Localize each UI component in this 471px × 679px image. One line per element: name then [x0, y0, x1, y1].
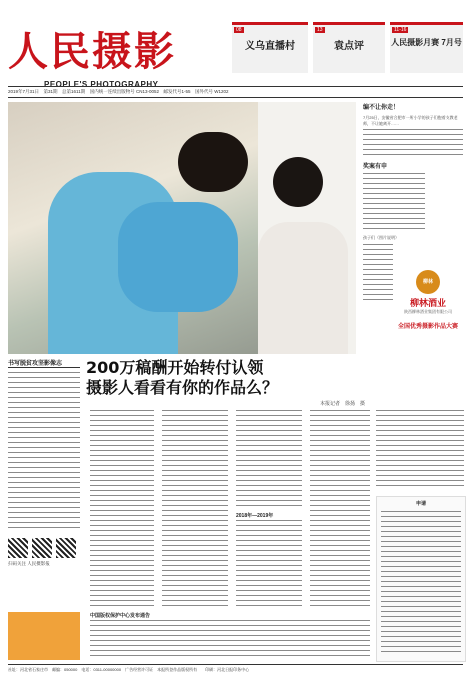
nav-box-2[interactable] — [313, 22, 385, 73]
right-notice-box — [376, 496, 466, 662]
sidebar-text-block — [363, 129, 463, 155]
page-footer: 社址：河北省石家庄市 邮编：050000 电话：0311-00000000 广告经营许可证 本报所登作品版权所有 印刷：河北日报印务中心 — [8, 664, 463, 675]
notice-text — [381, 511, 461, 655]
sidebar-text-block — [363, 173, 425, 233]
nav-box-1[interactable] — [232, 22, 308, 73]
sidebar-body: 7月25日，安徽省合肥市一所小学的孩子们抱着支教老师，不让她离开…… — [363, 115, 458, 126]
qr-code-icon[interactable] — [32, 538, 52, 558]
sidebar-text-block — [363, 244, 393, 304]
bottom-subheading: 中国版权保护中心发布通告 — [90, 613, 151, 619]
article-column-3 — [236, 410, 302, 510]
article-column-5 — [376, 410, 464, 490]
masthead-logo: 人民摄影 — [8, 28, 176, 75]
nav-box-3[interactable] — [390, 22, 463, 73]
article-bottom-text — [90, 620, 370, 660]
sidebar-heading: 编不让你走！ — [363, 105, 400, 111]
qr-code-icon[interactable] — [8, 538, 28, 558]
left-column — [8, 358, 80, 567]
nav-title: 袁点评 — [334, 41, 364, 52]
ad-footer: 全国优秀摄影作品大赛 — [397, 324, 458, 330]
notice-heading: 申请 — [415, 501, 426, 507]
ad-subtitle: 陕西柳林酒业集团有限公司 — [404, 309, 452, 314]
ad-name: 柳林酒业 — [409, 299, 446, 309]
headline-line-2: 摄影人看看有你的作品么？ — [86, 378, 279, 397]
nav-title: 义乌直播村 — [245, 41, 295, 52]
sidebar-caption: 孩子们（图片说明） — [363, 235, 399, 240]
nav-tag: 13 — [317, 27, 323, 33]
qr-code-icon[interactable] — [56, 538, 76, 558]
photo-girl-head — [273, 157, 323, 207]
main-photo — [8, 102, 356, 354]
nav-tag: 08 — [236, 27, 242, 33]
photo-teacher-shirt — [118, 202, 238, 312]
photo-teacher-head — [178, 132, 248, 192]
left-column-heading: 书写脱贫攻坚影像志 — [8, 358, 80, 368]
article-column-3b — [236, 520, 302, 610]
byline: 本报记者 徐扬 摄 — [320, 401, 366, 407]
article-column-4 — [310, 410, 370, 610]
nav-tag: 11-16 — [394, 27, 407, 33]
liulin-ad[interactable] — [395, 270, 461, 350]
left-column-text — [8, 372, 80, 532]
issue-info-line: 2019年7月31日 第31期 总第1611期 国内统一连续出版物号 CN13-0052 邮发代号1-55 国外代号 W1202 — [8, 86, 463, 98]
qr-row — [8, 538, 80, 558]
article-column-1 — [90, 410, 154, 610]
sidebar-heading: 奖案有申 — [363, 164, 388, 170]
headline-line-1: 200万稿酬开始转付认领 — [86, 358, 264, 377]
mid-subheading: 2018年—2019年 — [236, 513, 274, 519]
ad-logo: 柳林 — [416, 270, 440, 294]
main-headline — [86, 358, 386, 398]
article-column-2 — [162, 410, 228, 610]
masthead-english-name: PEOPLE'S PHOTOGRAPHY — [44, 80, 159, 89]
orange-promo-box[interactable] — [8, 612, 80, 660]
qr-caption: 扫码关注 人民摄影报 — [8, 561, 50, 566]
nav-title: 人民摄影月赛 7月号 — [391, 38, 462, 47]
photo-girl-figure — [258, 222, 348, 354]
